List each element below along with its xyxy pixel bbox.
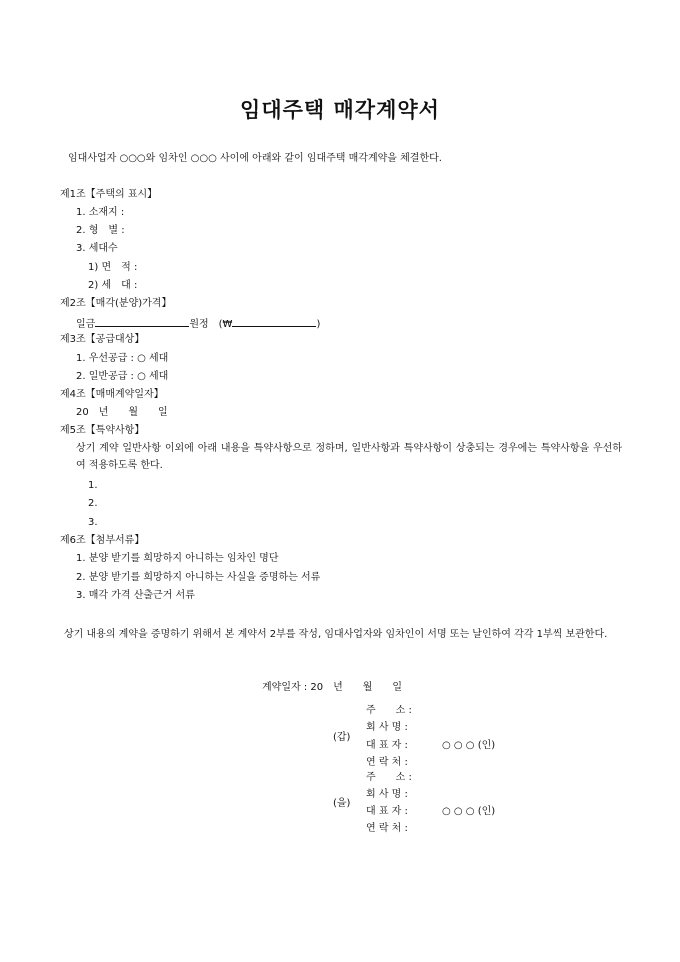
price-label-won-symbol: (₩ — [218, 319, 233, 330]
article-1-subitem: 2) 세 대 : — [88, 280, 138, 291]
special-term-item: 2. — [88, 498, 98, 509]
price-label-wonjeong: 원정 — [189, 319, 209, 330]
party-b-company-field: 회 사 명 : — [366, 789, 408, 800]
special-term-item: 3. — [88, 517, 98, 528]
article-3-item: 1. 우선공급 : ○ 세대 — [76, 353, 169, 364]
article-4-heading: 제4조【매매계약일자】 — [60, 389, 164, 400]
article-1-subitem: 1) 면 적 : — [88, 262, 138, 273]
article-2-heading: 제2조【매각(분양)가격】 — [60, 298, 172, 309]
article-1-item: 1. 소재지 : — [76, 207, 125, 218]
article-3-item: 2. 일반공급 : ○ 세대 — [76, 371, 169, 382]
party-a-label: (갑) — [333, 732, 351, 743]
party-b-seal: ○ ○ ○ (인) — [442, 806, 496, 817]
article-1-item: 3. 세대수 — [76, 243, 118, 254]
document-title: 임대주택 매각계약서 — [240, 98, 440, 122]
party-a-company-field: 회 사 명 : — [366, 722, 408, 733]
article-3-heading: 제3조【공급대상】 — [60, 334, 145, 345]
price-blank-numeric[interactable] — [232, 316, 316, 327]
party-b-contact-field: 연 락 처 : — [366, 823, 408, 834]
special-terms-text: 상기 계약 일반사항 이외에 아래 내용을 특약사항으로 정하며, 일반사항과 특약사항이 상충되는 경우에는 특약사항을 우선하여 적용하도록 한다. — [76, 443, 622, 471]
closing-text: 상기 내용의 계약을 증명하기 위해서 본 계약서 2부를 작성, 임대사업자와 임차인이 서명 또는 날인하여 각각 1부씩 보관한다. — [64, 629, 608, 640]
intro-text: 임대사업자 ○○○와 임차인 ○○○ 사이에 아래와 같이 임대주택 매각계약을 체결한다. — [68, 153, 442, 164]
attachment-item: 1. 분양 받기를 희망하지 아니하는 임차인 명단 — [76, 553, 279, 564]
party-a-address-field: 주 소 : — [366, 705, 412, 716]
article-6-heading: 제6조【첨부서류】 — [60, 535, 145, 546]
price-blank-korean[interactable] — [95, 316, 189, 327]
party-a-contact-field: 연 락 처 : — [366, 757, 408, 768]
article-1-item: 2. 형 별 : — [76, 225, 125, 236]
attachment-item: 3. 매각 가격 산출근거 서류 — [76, 590, 195, 601]
party-b-label: (을) — [333, 798, 351, 809]
price-line — [76, 316, 320, 332]
party-b-representative-field: 대 표 자 : — [366, 806, 408, 817]
price-close-paren: ) — [316, 319, 321, 330]
special-term-item: 1. — [88, 480, 98, 491]
article-1-heading: 제1조【주택의 표시】 — [60, 189, 158, 200]
attachment-item: 2. 분양 받기를 희망하지 아니하는 사실을 증명하는 서류 — [76, 572, 321, 583]
party-a-seal: ○ ○ ○ (인) — [442, 740, 496, 751]
sale-date: 20 년 월 일 — [76, 407, 168, 418]
party-b-address-field: 주 소 : — [366, 772, 412, 783]
contract-date: 계약일자 : 20 년 월 일 — [262, 682, 403, 693]
party-a-representative-field: 대 표 자 : — [366, 740, 408, 751]
price-label-ilgeum: 일금 — [76, 319, 96, 330]
article-5-heading: 제5조【특약사항】 — [60, 425, 145, 436]
